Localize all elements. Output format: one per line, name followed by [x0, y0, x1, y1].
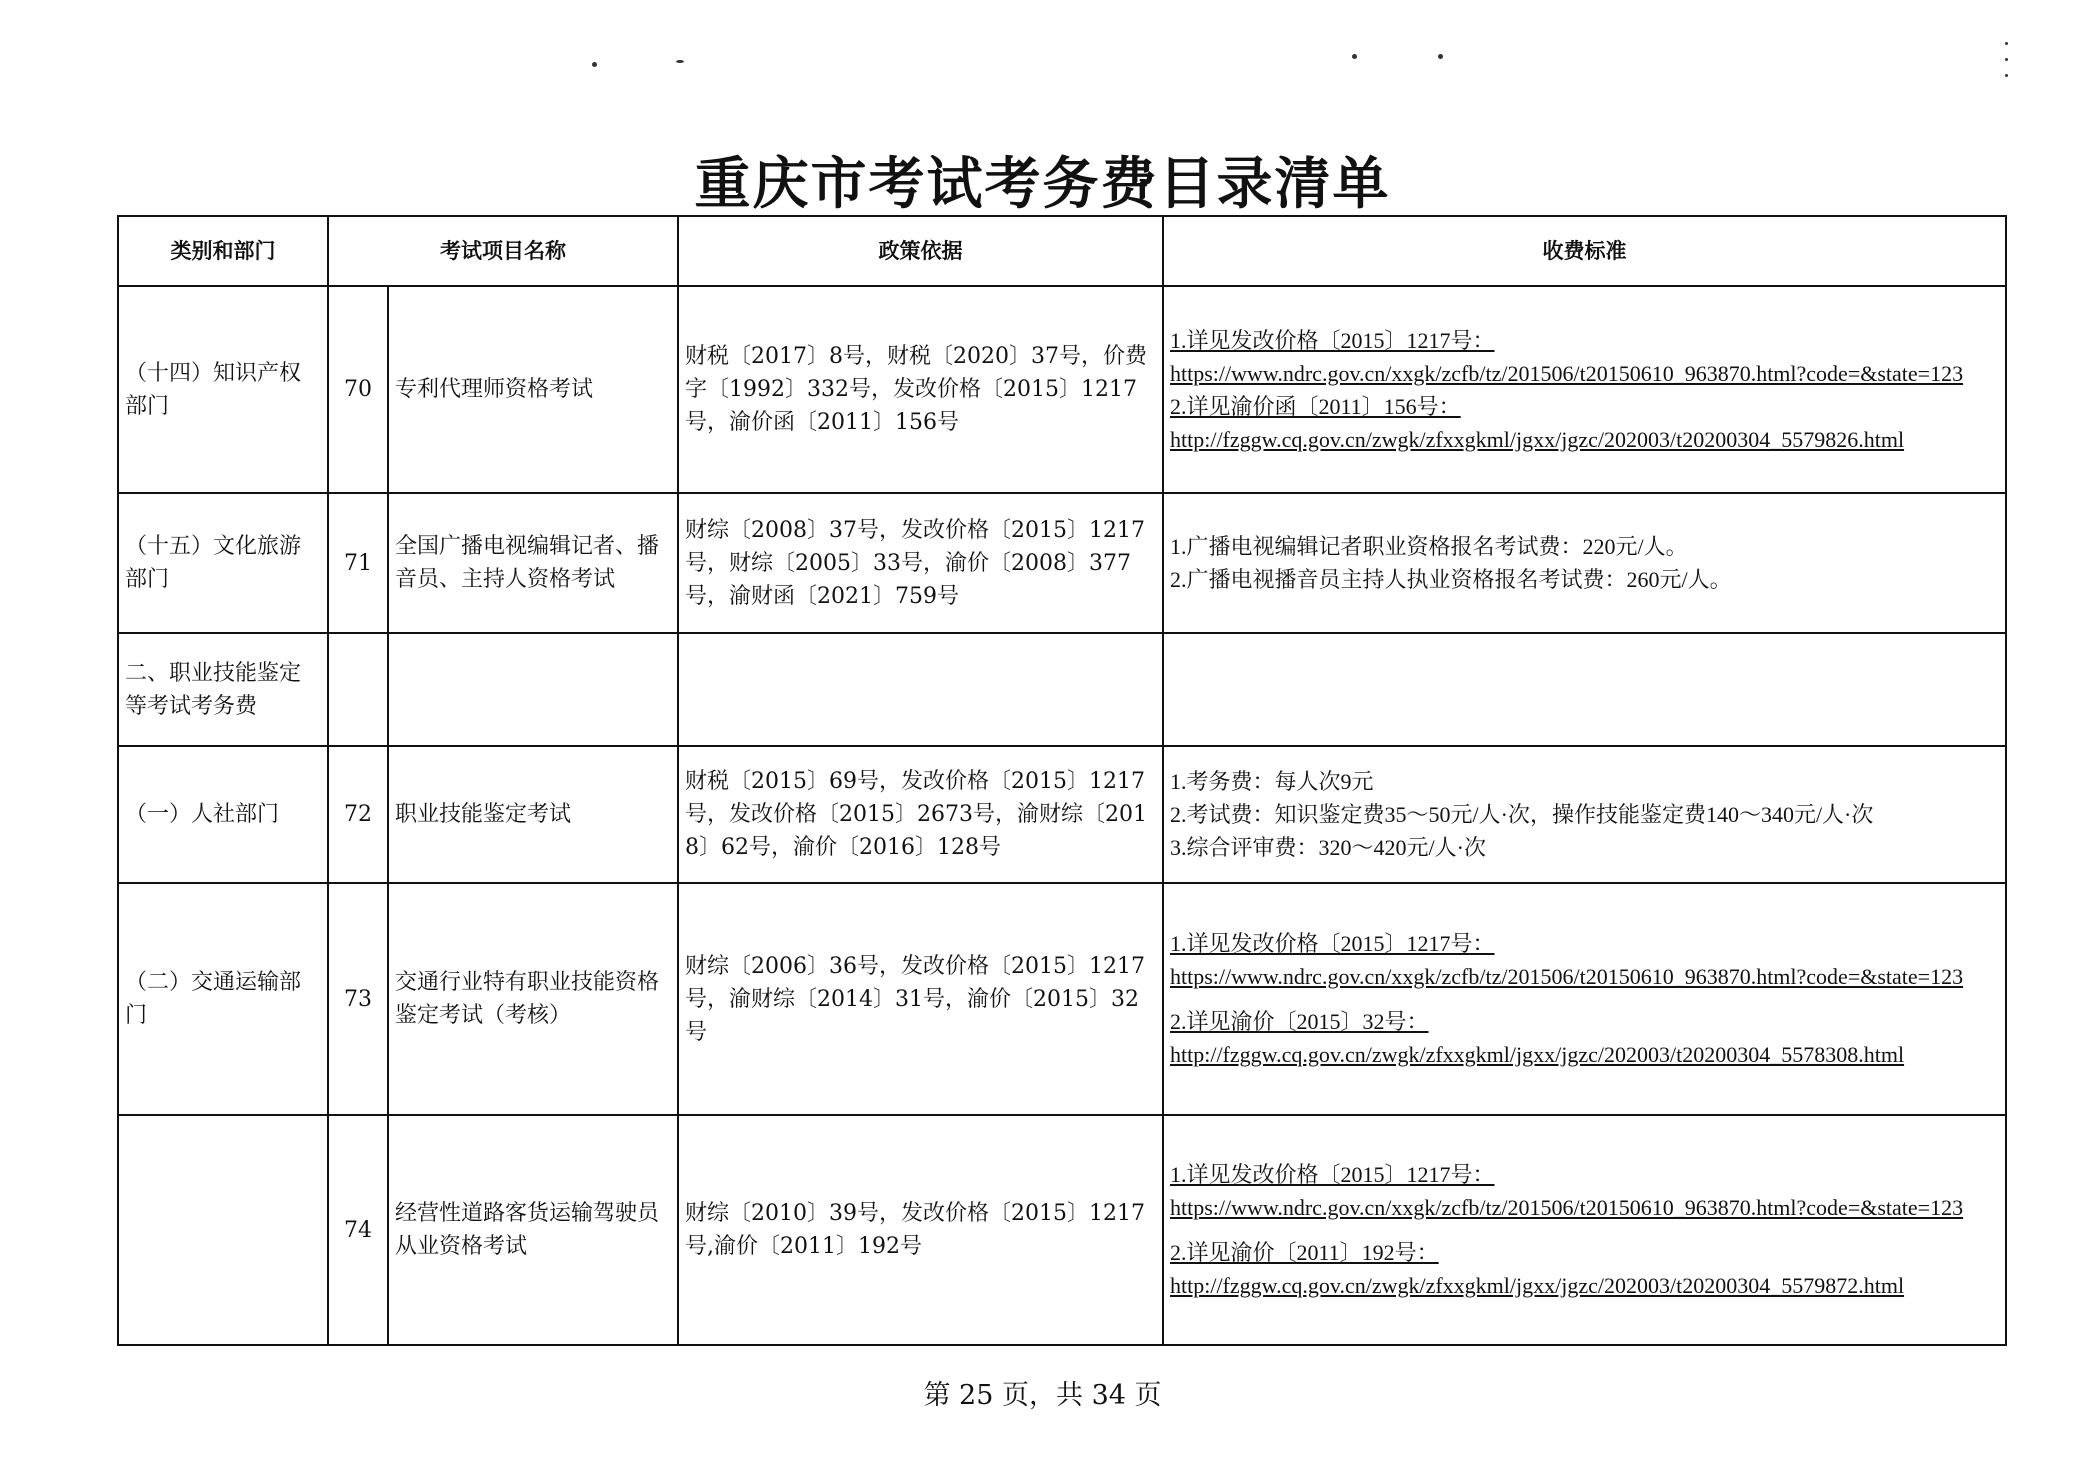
- empty-cell: [678, 633, 1163, 746]
- section-heading: 二、职业技能鉴定等考试考务费: [118, 633, 328, 746]
- empty-cell: [388, 633, 678, 746]
- standard-link-2[interactable]: http://fzggw.cq.gov.cn/zwgk/zfxxgkml/jgxx/jgzc/202003/t20200304_5579826.html: [1170, 426, 1905, 452]
- standard-line-1: 1.考务费：每人次9元: [1170, 769, 1374, 794]
- empty-cell: [328, 633, 388, 746]
- page-title: 重庆市考试考务费目录清单: [694, 151, 1391, 217]
- table-row: [118, 883, 2006, 1115]
- empty-cell: [1163, 633, 2006, 746]
- standard-ref-2: 2.详见渝价函〔2011〕156号：: [1170, 393, 1461, 419]
- standard-cell: [1163, 883, 2006, 1115]
- exam-name-cell: 全国广播电视编辑记者、播音员、主持人资格考试: [388, 493, 678, 633]
- header-standard: 收费标准: [1163, 216, 2006, 286]
- standard-link-2[interactable]: http://fzggw.cq.gov.cn/zwgk/zfxxgkml/jgxx/jgzc/202003/t20200304_5579872.html: [1170, 1273, 1905, 1298]
- category-cell: （二）交通运输部门: [118, 883, 328, 1115]
- exam-name-cell: 经营性道路客货运输驾驶员从业资格考试: [388, 1115, 678, 1345]
- exam-name-cell: 专利代理师资格考试: [388, 286, 678, 493]
- fee-table: [117, 215, 2007, 1346]
- exam-name-cell: 职业技能鉴定考试: [388, 746, 678, 883]
- table-row: [118, 286, 2006, 493]
- policy-cell: 财综〔2008〕37号，发改价格〔2015〕1217号，财综〔2005〕33号，渝价〔2008〕377号，渝财函〔2021〕759号: [678, 493, 1163, 633]
- item-number: 73: [328, 883, 388, 1115]
- header-exam-name: 考试项目名称: [328, 216, 678, 286]
- standard-cell: [1163, 286, 2006, 493]
- standard-ref-2: 2.详见渝价〔2011〕192号：: [1170, 1240, 1439, 1265]
- standard-cell: [1163, 746, 2006, 883]
- policy-cell: 财综〔2006〕36号，发改价格〔2015〕1217号，渝财综〔2014〕31号，渝价〔2015〕32号: [678, 883, 1163, 1115]
- exam-name-cell: 交通行业特有职业技能资格鉴定考试（考核）: [388, 883, 678, 1115]
- item-number: 71: [328, 493, 388, 633]
- standard-cell: [1163, 493, 2006, 633]
- category-cell: [118, 1115, 328, 1345]
- standard-cell: [1163, 1115, 2006, 1345]
- table-row: [118, 1115, 2006, 1345]
- standard-line-1: 1.广播电视编辑记者职业资格报名考试费：220元/人。: [1170, 534, 1688, 559]
- category-cell: （十五）文化旅游部门: [118, 493, 328, 633]
- standard-ref-1: 1.详见发改价格〔2015〕1217号：: [1170, 1162, 1495, 1187]
- policy-cell: 财税〔2017〕8号，财税〔2020〕37号，价费字〔1992〕332号，发改价格〔2015〕1217号，渝价函〔2011〕156号: [678, 286, 1163, 493]
- standard-link-1[interactable]: https://www.ndrc.gov.cn/xxgk/zcfb/tz/201506/t20150610_963870.html?code=&state=123: [1170, 964, 1964, 989]
- standard-link-1[interactable]: https://www.ndrc.gov.cn/xxgk/zcfb/tz/201506/t20150610_963870.html?code=&state=123: [1170, 1195, 1964, 1220]
- header-policy: 政策依据: [678, 216, 1163, 286]
- item-number: 70: [328, 286, 388, 493]
- policy-cell: 财综〔2010〕39号，发改价格〔2015〕1217号,渝价〔2011〕192号: [678, 1115, 1163, 1345]
- header-category: 类别和部门: [118, 216, 328, 286]
- standard-link-2[interactable]: http://fzggw.cq.gov.cn/zwgk/zfxxgkml/jgxx/jgzc/202003/t20200304_5578308.html: [1170, 1042, 1905, 1067]
- standard-ref-1: 1.详见发改价格〔2015〕1217号：: [1170, 931, 1495, 956]
- standard-line-2: 2.考试费：知识鉴定费35～50元/人·次，操作技能鉴定费140～340元/人·次: [1170, 802, 1874, 827]
- category-cell: （十四）知识产权部门: [118, 286, 328, 493]
- standard-ref-1: 1.详见发改价格〔2015〕1217号：: [1170, 327, 1495, 353]
- page-footer: 第 25 页，共 34 页: [923, 1380, 1162, 1411]
- table-header-row: [118, 216, 2006, 286]
- standard-link-1[interactable]: https://www.ndrc.gov.cn/xxgk/zcfb/tz/201506/t20150610_963870.html?code=&state=123: [1170, 360, 1964, 386]
- category-cell: （一）人社部门: [118, 746, 328, 883]
- table-row: [118, 493, 2006, 633]
- table-row: [118, 746, 2006, 883]
- section-row: [118, 633, 2006, 746]
- policy-cell: 财税〔2015〕69号，发改价格〔2015〕1217号，发改价格〔2015〕2673号，渝财综〔2018〕62号，渝价〔2016〕128号: [678, 746, 1163, 883]
- standard-ref-2: 2.详见渝价〔2015〕32号：: [1170, 1009, 1429, 1034]
- standard-line-2: 2.广播电视播音员主持人执业资格报名考试费：260元/人。: [1170, 567, 1732, 592]
- standard-line-3: 3.综合评审费：320～420元/人·次: [1170, 835, 1486, 860]
- item-number: 72: [328, 746, 388, 883]
- item-number: 74: [328, 1115, 388, 1345]
